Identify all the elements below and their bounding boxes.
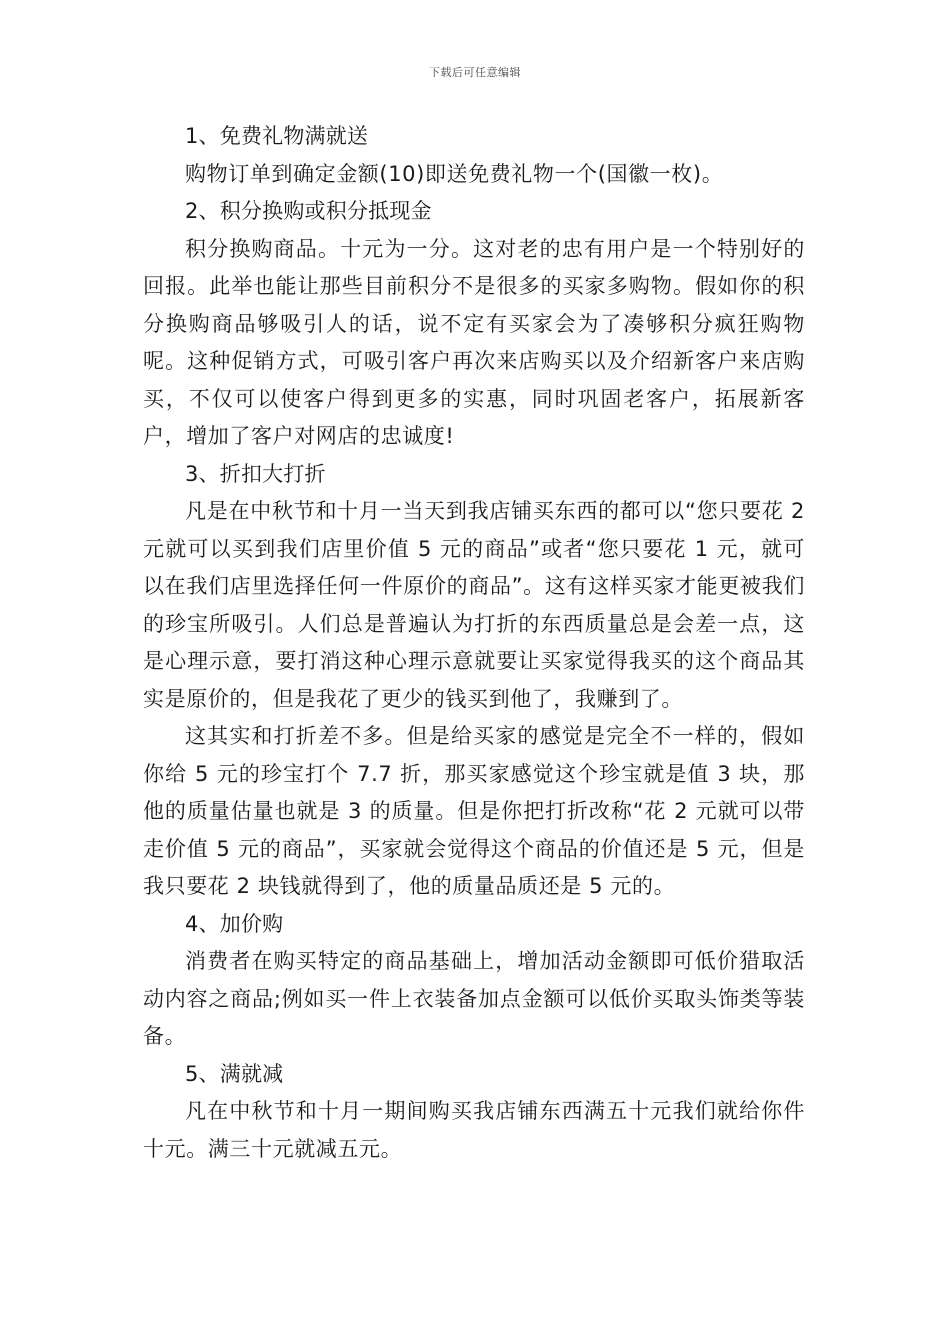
body-paragraph: 凡在中秋节和十月一期间购买我店铺东西满五十元我们就给你件十元。满三十元就减五元。 <box>143 1099 805 1161</box>
body-paragraph: 购物订单到确定金额(10)即送免费礼物一个(国徽一枚)。 <box>185 161 724 186</box>
section-heading-1: 1、免费礼物满就送 <box>185 124 369 148</box>
section-heading-5: 5、满就减 <box>185 1061 284 1086</box>
section-heading-3: 3、折扣大打折 <box>185 461 326 486</box>
body-paragraph: 积分换购商品。十元为一分。这对老的忠有用户是一个特别好的回报。此举也能让那些目前积分不是很多的买家多购物。假如你的积分换购商品够吸引人的话，说不定有买家会为了凑够积分疯狂购物呢。这种促销方式，可吸引客户再次来店购买以及介绍新客户来店购买，不仅可以使客户得到更多的实惠，同时巩固老客户，拓展新客户，增加了客户对网店的忠诚度! <box>143 236 805 448</box>
section-heading-4: 4、加价购 <box>185 911 284 936</box>
document-body <box>143 118 805 1168</box>
page-header: 下载后可任意编辑 <box>429 66 521 79</box>
body-paragraph: 消费者在购买特定的商品基础上，增加活动金额即可低价猎取活动内容之商品;例如买一件上衣装备加点金额可以低价买取头饰类等装备。 <box>143 949 805 1048</box>
body-paragraph: 凡是在中秋节和十月一当天到我店铺买东西的都可以“您只要花 2 元就可以买到我们店里价值 5 元的商品”或者“您只要花 1 元，就可以在我们店里选择任何一件原价的商品”。这有这样买家才能更被我们的珍宝所吸引。人们总是普遍认为打折的东西质量总是会差一点，这是心理示意，要打消这种心理示意就要让买家觉得我买的这个商品其实是原价的，但是我花了更少的钱买到他了，我赚到了。 <box>143 499 805 711</box>
section-heading-2: 2、积分换购或积分抵现金 <box>185 199 432 223</box>
body-paragraph: 这其实和打折差不多。但是给买家的感觉是完全不一样的，假如你给 5 元的珍宝打个 7.7 折，那买家感觉这个珍宝就是值 3 块，那他的质量估量也就是 3 的质量。但是你把打折改称“花 2 元就可以带走价值 5 元的商品”，买家就会觉得这个商品的价值还是 5 元，但是我只要花 2 块钱就得到了，他的质量品质还是 5 元的。 <box>143 724 805 898</box>
